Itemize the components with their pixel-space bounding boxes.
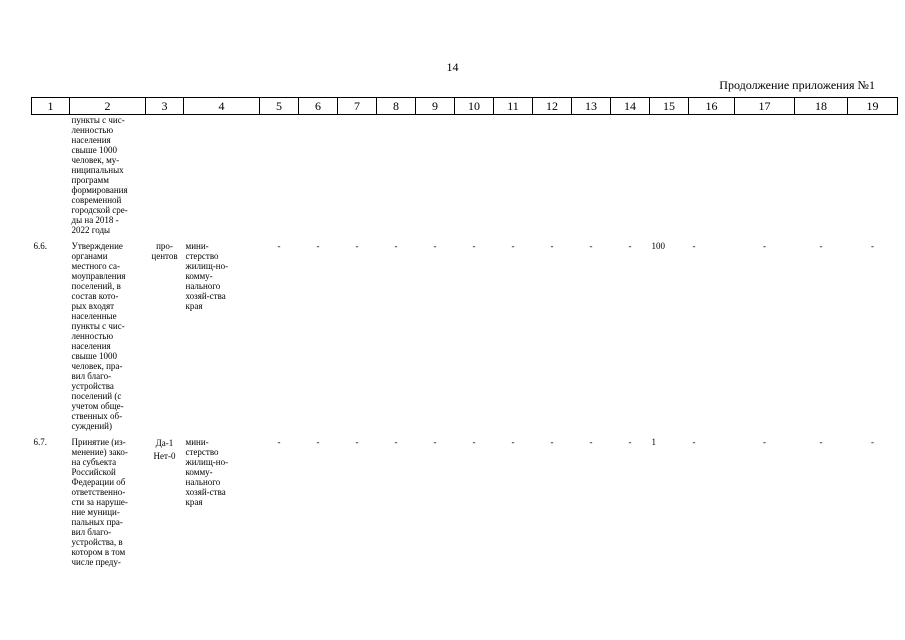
- column-header: 4: [184, 98, 260, 115]
- table-cell: -: [355, 241, 359, 251]
- column-header: 6: [299, 98, 338, 115]
- table-row: [32, 235, 898, 431]
- row-name: Принятие (из- менение) зако- на субъекта Российской Федерации об ответственно- сти за наруше- ние муници- пальных пра- вил благо- устройства, в котором в том числе преду-: [71, 437, 128, 567]
- row-executor: [184, 115, 260, 236]
- column-header: 13: [572, 98, 611, 115]
- table-cell: 100: [651, 241, 665, 251]
- row-number: 6.7.: [33, 437, 47, 447]
- column-header: 10: [455, 98, 494, 115]
- table-header-row: [32, 98, 898, 115]
- table-cell: -: [819, 437, 823, 447]
- continuation-label: Продолжение приложения №1: [719, 78, 875, 92]
- column-header: 17: [735, 98, 795, 115]
- table-cell: -: [692, 241, 696, 251]
- column-header: 11: [494, 98, 533, 115]
- table-cell: -: [589, 241, 593, 251]
- table-row: [32, 431, 898, 567]
- row-number: [32, 115, 70, 236]
- appendix-table: [31, 97, 898, 567]
- table-cell: -: [277, 241, 281, 251]
- table-cell: -: [472, 437, 476, 447]
- table-cell: -: [871, 437, 874, 447]
- table-cell: -: [472, 241, 476, 251]
- table-cell: -: [394, 437, 398, 447]
- column-header: 18: [795, 98, 848, 115]
- table-cell: -: [511, 241, 515, 251]
- table-cell: -: [589, 437, 593, 447]
- column-header: 8: [377, 98, 416, 115]
- column-header: 1: [32, 98, 70, 115]
- table-cell: -: [628, 437, 632, 447]
- table-cell: -: [819, 241, 823, 251]
- table-cell: -: [692, 437, 696, 447]
- page-number: 14: [446, 60, 459, 74]
- column-header: 12: [533, 98, 572, 115]
- table-cell: -: [316, 241, 320, 251]
- column-header: 5: [260, 98, 299, 115]
- table-cell: -: [433, 437, 437, 447]
- row-executor: мини- стерство жилищ-но- комму- нального хозяй-ства края: [185, 437, 229, 507]
- row-unit: про- центов: [151, 241, 178, 261]
- row-name: Утверждение органами местного са- моуправления поселений, в состав кото- рых входят населенные пункты с чис- ленностью населения свыше 1000 человек, пра- вил благо- устройства поселений (с учетом обще- ственных об- суждений): [71, 241, 126, 431]
- column-header: 16: [689, 98, 735, 115]
- column-header: 7: [338, 98, 377, 115]
- table-cell: -: [628, 241, 632, 251]
- table-cell: -: [511, 437, 515, 447]
- row-number: 6.6.: [33, 241, 47, 251]
- column-header: 14: [611, 98, 650, 115]
- table-cell: -: [871, 241, 874, 251]
- column-header: 2: [70, 98, 146, 115]
- row-unit: Да-1 Нет-0: [153, 438, 176, 461]
- table-row: [32, 115, 898, 236]
- column-header: 19: [848, 98, 898, 115]
- table-cell: -: [550, 437, 554, 447]
- table-cell: -: [763, 437, 766, 447]
- table-cell: -: [550, 241, 554, 251]
- column-header: 3: [146, 98, 184, 115]
- table-cell: 1: [651, 437, 656, 447]
- table-cell: -: [763, 241, 766, 251]
- column-header: 9: [416, 98, 455, 115]
- table-cell: -: [394, 241, 398, 251]
- table-cell: -: [277, 437, 281, 447]
- row-name: пункты с чис- ленностью населения свыше 1000 человек, му- ниципальных программ формирования современной городской сре- ды на 2018 - 2022 годы: [71, 115, 128, 235]
- table-cell: -: [433, 241, 437, 251]
- row-executor: мини- стерство жилищ-но- комму- нального хозяй-ства края: [185, 241, 229, 311]
- column-header: 15: [650, 98, 689, 115]
- table-cell: -: [355, 437, 359, 447]
- table-cell: -: [316, 437, 320, 447]
- row-unit: [146, 115, 184, 236]
